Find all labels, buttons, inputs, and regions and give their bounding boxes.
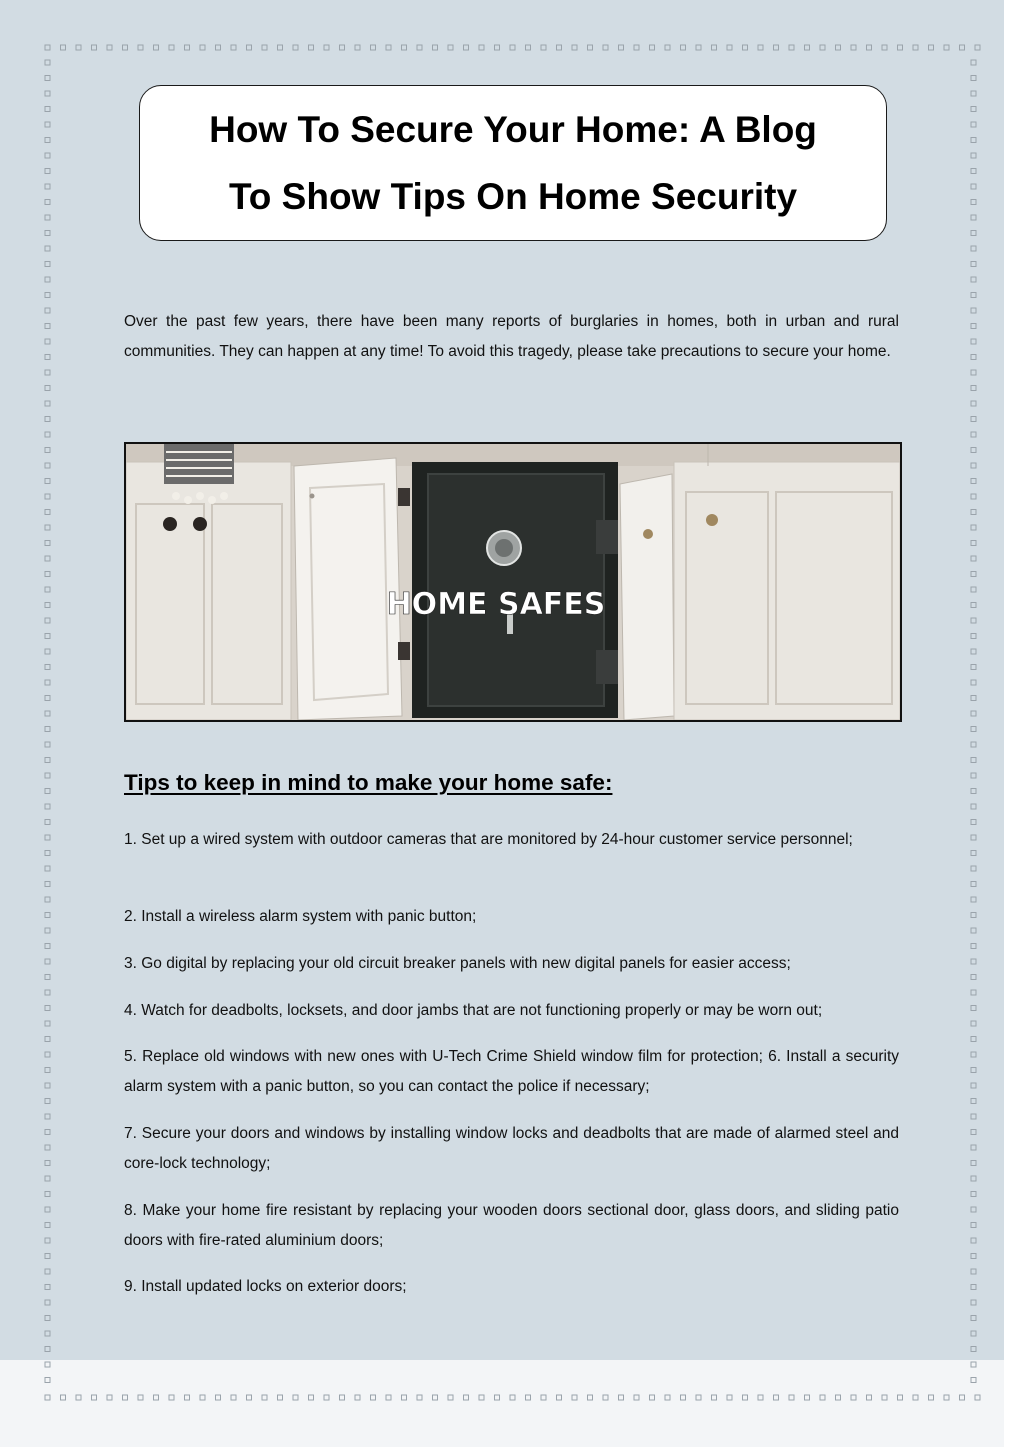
page-title-line-1: How To Secure Your Home: A Blog bbox=[209, 109, 817, 150]
tips-heading: Tips to keep in mind to make your home safe: bbox=[124, 770, 613, 795]
tip-item: 5. Replace old windows with new ones with U-Tech Crime Shield window film for protection; 6. Install a security alarm system with a panic button, so you can contact the police if necessary; bbox=[124, 1048, 899, 1095]
tip-item: 7. Secure your doors and windows by installing window locks and deadbolts that are made of alarmed steel and core-lock technology; bbox=[124, 1125, 899, 1172]
home-safes-caption: HOME SAFES bbox=[386, 587, 606, 622]
tip-item: 8. Make your home fire resistant by replacing your wooden doors sectional door, glass doors, and sliding patio doors with fire-rated aluminium doors; bbox=[124, 1202, 899, 1249]
page-bottom-margin bbox=[0, 1360, 1004, 1447]
tip-item: 9. Install updated locks on exterior doors; bbox=[124, 1278, 407, 1295]
tip-item: 2. Install a wireless alarm system with panic button; bbox=[124, 908, 477, 925]
tip-item: 3. Go digital by replacing your old circuit breaker panels with new digital panels for easier access; bbox=[124, 955, 791, 972]
home-safes-image bbox=[124, 442, 902, 722]
tip-item: 4. Watch for deadbolts, locksets, and door jambs that are not functioning properly or may be worn out; bbox=[124, 1002, 823, 1019]
page-title-line-2: To Show Tips On Home Security bbox=[228, 176, 798, 217]
tip-item: 1. Set up a wired system with outdoor cameras that are monitored by 24-hour customer service personnel; bbox=[124, 831, 853, 848]
intro-paragraph: Over the past few years, there have been many reports of burglaries in homes, both in urban and rural communities. They can happen at any time! To avoid this tragedy, please take precautions to secure your home. bbox=[124, 313, 899, 360]
title-box bbox=[139, 85, 887, 241]
